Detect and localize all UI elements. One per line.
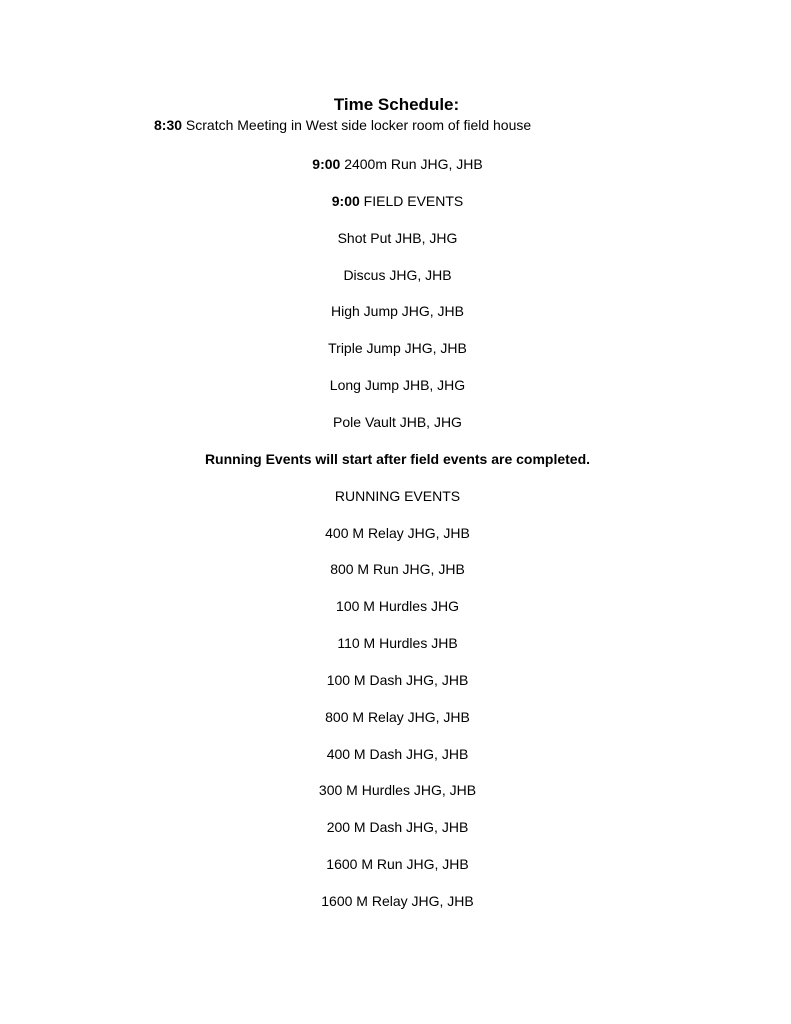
field-events-time: 9:00 <box>331 193 360 209</box>
running-event-item: 110 M Hurdles JHB <box>337 635 458 651</box>
running-event-item: 800 M Relay JHG, JHB <box>325 709 470 725</box>
running-event-item: 300 M Hurdles JHG, JHB <box>318 782 477 798</box>
run-2400-text: 2400m Run JHG, JHB <box>340 156 483 172</box>
field-event-item: High Jump JHG, JHB <box>330 303 465 319</box>
field-event-item: Triple Jump JHG, JHB <box>328 340 467 356</box>
running-event-item: 200 M Dash JHG, JHB <box>326 819 469 835</box>
page-title: Time Schedule: <box>333 95 460 114</box>
running-event-item: 800 M Run JHG, JHB <box>330 561 465 577</box>
field-events-label: FIELD EVENTS <box>359 193 464 209</box>
run-2400-time: 9:00 <box>312 156 341 172</box>
running-event-item: 400 M Relay JHG, JHB <box>325 525 470 541</box>
field-events-header <box>0 192 791 210</box>
field-event-item: Discus JHG, JHB <box>343 267 452 283</box>
running-events-notice: Running Events will start after field events are completed. <box>204 451 591 467</box>
running-event-item: 100 M Hurdles JHG <box>336 598 459 614</box>
running-event-item: 1600 M Run JHG, JHB <box>326 856 469 872</box>
field-event-item: Pole Vault JHB, JHG <box>333 414 462 430</box>
scratch-meeting-line <box>154 116 531 134</box>
running-event-item: 1600 M Relay JHG, JHB <box>321 893 474 909</box>
field-event-item: Long Jump JHB, JHG <box>329 377 466 393</box>
run-2400-line <box>0 155 791 173</box>
running-events-header: RUNNING EVENTS <box>334 488 461 504</box>
field-event-item: Shot Put JHB, JHG <box>337 230 458 246</box>
running-event-item: 100 M Dash JHG, JHB <box>326 672 469 688</box>
running-event-item: 400 M Dash JHG, JHB <box>326 746 469 762</box>
scratch-time: 8:30 <box>154 117 183 133</box>
scratch-text: Scratch Meeting in West side locker room of field house <box>182 117 532 133</box>
